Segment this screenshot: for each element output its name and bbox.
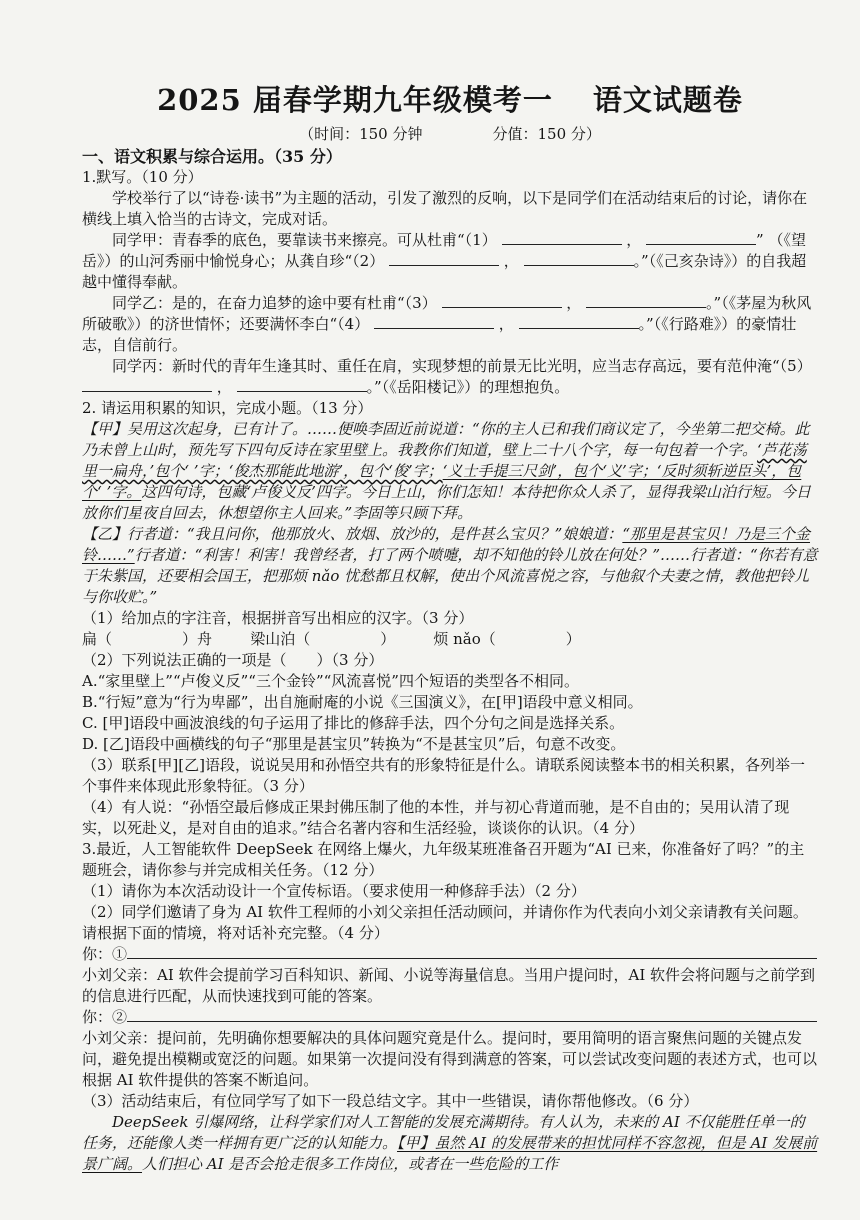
answer-blank[interactable] bbox=[237, 377, 367, 392]
option-a[interactable]: A.“家里壁上”“卢俊义反”“三个金铃”“风流喜悦”四个短语的类型各不相同。 bbox=[82, 672, 579, 690]
underlined-sentence: “那里是甚宝贝！乃是三个金铃……” bbox=[82, 525, 811, 564]
option-b[interactable]: B.“行短”意为“行为卑鄙”，出自施耐庵的小说《三国演义》，在[甲]语段中意义相同。 bbox=[82, 693, 643, 711]
q2-sub2: （2）下列说法正确的一项是（ ）（3 分） bbox=[82, 651, 384, 669]
section-heading: 一、语文积累与综合运用。（35 分） bbox=[82, 147, 342, 166]
exam-meta bbox=[82, 123, 818, 144]
exam-time: （时间：150 分钟 bbox=[299, 125, 423, 143]
q1-student-b: 同学乙：是的，在奋力追梦的途中要有杜甫“（3） ， 。”（《茅屋为秋风所破歌》）的济世情怀；还要满怀李白“（4） ， 。”（《行路难》）的豪情壮志，自信前行。 bbox=[82, 294, 812, 354]
q1-student-c: 同学丙：新时代的青年生逢其时、重任在肩，实现梦想的前景无比光明，应当志存高远，要有范仲淹“（5） ， 。”（《岳阳楼记》）的理想抱负。 bbox=[82, 356, 818, 398]
answer-blank[interactable] bbox=[502, 230, 622, 245]
q1-student-a: 同学甲：青春季的底色，要靠读书来擦亮。可从杜甫“（1） ， ” （《望岳》）的山河秀丽中愉悦身心；从龚自珍“（2） ， 。”（《己亥杂诗》）的自我超越中懂得奉献。 bbox=[82, 231, 807, 291]
wavy-underlined-sentence: ‘芦花荡里一扁舟，’包个‘ ’字；‘俊杰那能此地游’，包个‘俊’字； bbox=[82, 441, 807, 480]
q2-sub1-answers: 扁（ ）舟 梁山泊（ ） 烦 nǎo（ ） bbox=[82, 630, 581, 648]
answer-line[interactable] bbox=[127, 944, 817, 959]
q3-sub1: （1）请你为本次活动设计一个宣传标语。（要求使用一种修辞手法）（2 分） bbox=[82, 882, 586, 900]
answer-blank[interactable] bbox=[524, 251, 634, 266]
answer-blank[interactable] bbox=[374, 314, 494, 329]
q3-intro: 3.最近，人工智能软件 DeepSeek 在网络上爆火，九年级某班准备召开题为“AI 已来，你准备好了吗？”的主题班会，请你参与并完成相关任务。（12 分） bbox=[82, 840, 805, 879]
answer-blank[interactable] bbox=[442, 293, 562, 308]
answer-blank[interactable] bbox=[389, 251, 499, 266]
q1-intro: 学校举行了以“诗卷·读书”为主题的活动，引发了激烈的反响，以下是同学们在活动结束后的讨论，请你在横线上填入恰当的古诗文，完成对话。 bbox=[82, 189, 808, 228]
q2-sub3: （3）联系[甲][乙]语段，说说吴用和孙悟空共有的形象特征是什么。请联系阅读整本书的相关积累，各列举一个事件来体现此形象特征。（3 分） bbox=[82, 756, 805, 795]
answer-blank[interactable] bbox=[82, 377, 212, 392]
q3-sub3: （3）活动结束后，有位同学写了如下一段总结文字。其中一些错误，请你帮他修改。（6 分） bbox=[82, 1092, 699, 1110]
title-left: 2025 届春学期九年级模考一 bbox=[157, 83, 553, 117]
q1-label: 1.默写。（10 分） bbox=[82, 168, 203, 186]
dialogue-you-1: 你：① bbox=[82, 944, 818, 965]
answer-blank[interactable] bbox=[646, 230, 756, 245]
q2-label: 2. 请运用积累的知识，完成小题。（13 分） bbox=[82, 399, 373, 417]
option-d[interactable]: D. [乙]语段中画横线的句子“那里是甚宝贝”转换为“不是甚宝贝”后，句意不改变。 bbox=[82, 735, 626, 753]
q3-sub2: （2）同学们邀请了身为 AI 软件工程师的小刘父亲担任活动顾问，并请你作为代表向小刘父亲请教有关问题。请根据下面的情境，将对话补充完整。（4 分） bbox=[82, 903, 808, 942]
q2-passage-yi: 【乙】行者道：“我且问你，他那放火、放烟、放沙的，是件甚么宝贝？”娘娘道：“那里是甚宝贝！乃是三个金铃……”行者道：“利害！利害！我曾经者，打了两个喷嚏，却不知他的铃儿放在何处？”……行者道：“你若有意于朱紫国，还要相会国王，把那烦 nǎo 忧愁都且权解，使出个风流喜悦之容，与他叙个夫妻之情，教他把铃儿与你收贮。” bbox=[82, 525, 818, 606]
underlined-sentence: ‘义士手提三尺剑’，包个‘义’字；‘反时须斩逆臣头’，包个‘ ’字。 bbox=[82, 462, 802, 501]
dialogue-father-1: 小刘父亲：AI 软件会提前学习百科知识、新闻、小说等海量信息。当用户提问时，AI 软件会将问题与之前学到的信息进行匹配，从而快速找到可能的答案。 bbox=[82, 966, 816, 1005]
page-title bbox=[82, 78, 818, 119]
q3-passage: DeepSeek 引爆网络，让科学家们对人工智能的发展充满期待。有人认为，未来的 AI 不仅能胜任单一的任务，还能像人类一样拥有更广泛的认知能力。【甲】虽然 AI 的发展带来的担忧同样不容忽视，但是 AI 发展前景广阔。人们担心 AI 是否会抢走很多工作岗位，或者在一些危险的工作 bbox=[82, 1113, 818, 1173]
title-right: 语文试题卷 bbox=[592, 83, 743, 117]
dialogue-you-2: 你：② bbox=[82, 1007, 818, 1028]
dialogue-father-2: 小刘父亲：提问前，先明确你想要解决的具体问题究竟是什么。提问时，要用简明的语言聚焦问题的关键点发问，避免提出模糊或宽泛的问题。如果第一次提问没有得到满意的答案，可以尝试改变问题的表述方式，也可以根据 AI 软件提供的答案不断追问。 bbox=[82, 1029, 818, 1089]
exam-score: 分值：150 分） bbox=[492, 125, 601, 143]
answer-line[interactable] bbox=[127, 1007, 817, 1022]
option-c[interactable]: C. [甲]语段中画波浪线的句子运用了排比的修辞手法，四个分句之间是选择关系。 bbox=[82, 714, 625, 732]
q2-sub1: （1）给加点的字注音，根据拼音写出相应的汉字。（3 分） bbox=[82, 609, 474, 627]
answer-blank[interactable] bbox=[586, 293, 706, 308]
answer-blank[interactable] bbox=[519, 314, 639, 329]
underlined-sentence: 【甲】虽然 AI 的发展带来的担忧同样不容忽视，但是 AI 发展前景广阔。 bbox=[82, 1134, 818, 1173]
q2-sub4: （4）有人说：“孙悟空最后修成正果封佛压制了他的本性，并与初心背道而驰，是不自由的；吴用认清了现实，以死赴义，是对自由的追求。”结合名著内容和生活经验，谈谈你的认识。（4 分） bbox=[82, 798, 790, 837]
q2-passage-jia: 【甲】吴用这次起身，已有计了。……便唤李固近前说道：“你的主人已和我们商议定了，今坐第二把交椅。此乃未曾上山时，预先写下四句反诗在家里壁上。我教你们知道，壁上二十八个字，每一句包着一个字。‘芦花荡里一扁舟，’包个‘ ’字；‘俊杰那能此地游’，包个‘俊’字；‘义士手提三尺剑’，包个‘义’字；‘反时须斩逆臣头’，包个‘ ’字。这四句诗，包藏‘卢俊义反’四字。今日上山，你们怎知！本待把你众人杀了，显得我梁山泊行短。今日放你们星夜自回去，休想望你主人回来。”李固等只顾下拜。 bbox=[82, 420, 811, 522]
